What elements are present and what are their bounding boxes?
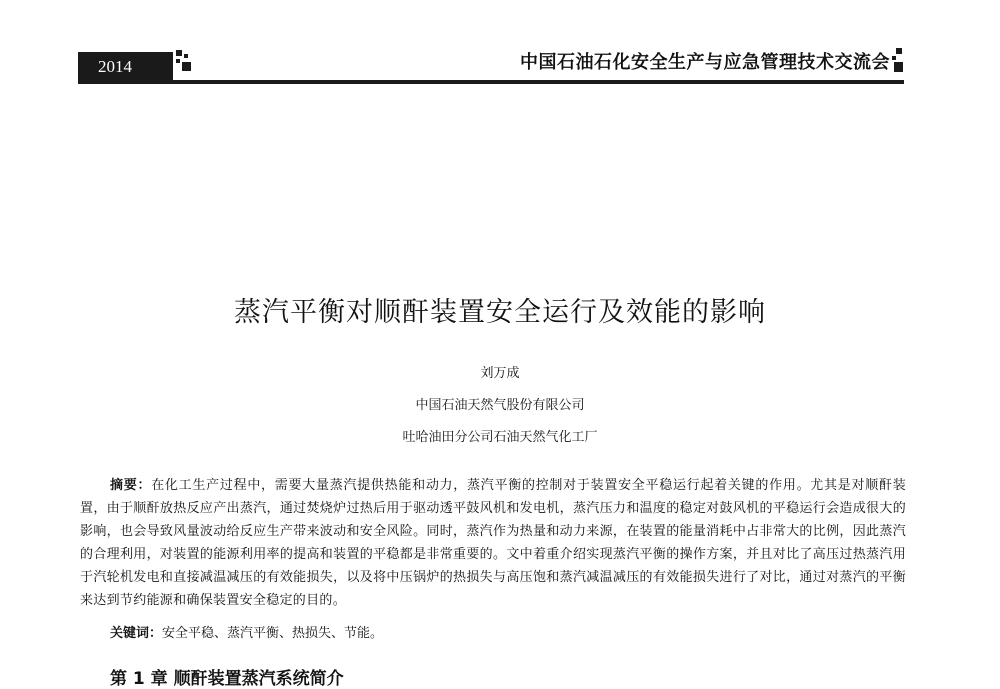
keywords — [110, 622, 383, 641]
decorative-squares-left — [176, 50, 198, 80]
decorative-squares-right — [892, 48, 904, 74]
header-year-badge: 2014 — [78, 52, 173, 82]
abstract-text: 在化工生产过程中，需要大量蒸汽提供热能和动力，蒸汽平衡的控制对于装置安全平稳运行起着关键的作用。尤其是对顺酐装置，由于顺酐放热反应产出蒸汽，通过焚烧炉过热后用于驱动透平鼓风机和发电机，蒸汽压力和温度的稳定对鼓风机的平稳运行会造成很大的影响，也会导致风量波动给反应生产带来波动和安全风险。同时，蒸汽作为热量和动力来源，在装置的能量消耗中占非常大的比例，因此蒸汽的合理利用，对装置的能源利用率的提高和装置的平稳都是非常重要的。文中着重介绍实现蒸汽平衡的操作方案，并且对比了高压过热蒸汽用于汽轮机发电和直接减温减压的有效能损失，以及将中压锅炉的热损失与高压饱和蒸汽减温减压的有效能损失进行了对比，通过对蒸汽的平衡来达到节约能源和确保装置安全稳定的目的。 — [80, 478, 906, 608]
affiliation-company: 中国石油天然气股份有限公司 — [415, 398, 585, 413]
conference-title: 中国石油石化安全生产与应急管理技术交流会 — [520, 52, 890, 73]
keywords-text: 安全平稳、蒸汽平衡、热损失、节能。 — [162, 626, 384, 641]
section-heading: 第 1 章 顺酐装置蒸汽系统简介 — [110, 669, 344, 689]
author-name: 刘万成 — [480, 366, 520, 381]
running-header — [78, 44, 904, 84]
affiliation-plant: 吐哈油田分公司石油天然气化工厂 — [402, 430, 598, 445]
paper-title: 蒸汽平衡对顺酐装置安全运行及效能的影响 — [234, 297, 766, 328]
abstract-label: 摘要： — [110, 478, 152, 493]
abstract — [80, 474, 906, 612]
header-rule — [78, 80, 904, 84]
keywords-label: 关键词： — [110, 626, 163, 641]
